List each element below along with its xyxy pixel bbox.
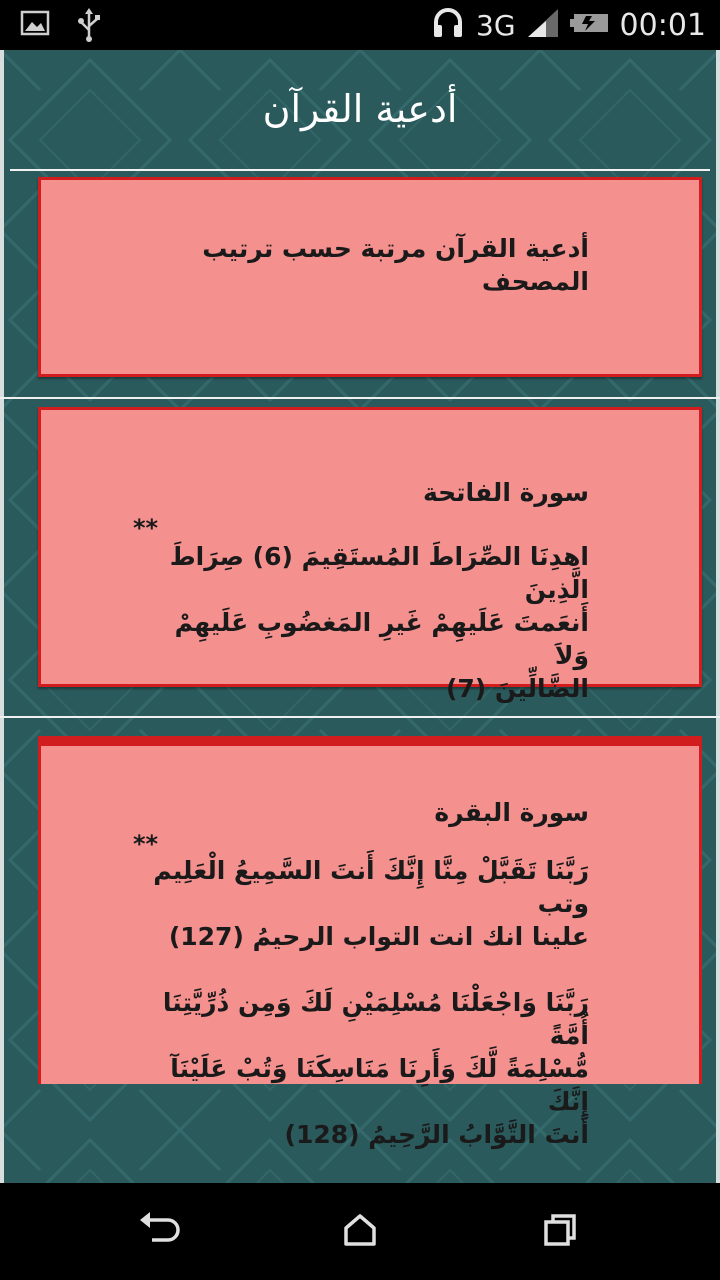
image-notification-icon: [20, 8, 50, 46]
list-divider: [0, 716, 720, 718]
surah-title: سورة البقرة: [434, 798, 589, 827]
surah-verses: اهدِنَا الصِّرَاطَ المُستَقِيمَ (6) صِرَاطَ الَّذِينَ أَنعَمتَ عَلَيهِمْ غَيرِ المَغضُوبِ عَلَيهِمْ وَلاَ الضَّالِّينَ (7): [169, 542, 589, 703]
right-frame: [716, 50, 720, 1183]
title-divider: [10, 169, 710, 171]
app-content: [0, 50, 720, 1183]
back-button[interactable]: [130, 1205, 190, 1255]
surah-title: سورة الفاتحة: [422, 478, 589, 507]
network-type: 3G: [476, 8, 516, 42]
surah-verses: رَبَّنَا تَقَبَّلْ مِنَّا إِنَّكَ أَنتَ السَّمِيعُ الْعَلِيم وتب علينا انك انت التواب الرحيمُ (127) رَبَّنَا وَاجْعَلْنَا مُسْلِمَيْنِ لَكَ وَمِن ذُرِّيَّتِنَا أُمَّةً مُّسْلِمَةً لَّكَ وَأَرِنَا مَنَاسِكَنَا وَتُبْ عَلَيْنَآ إِنَّكَ أَنتَ التَّوَّابُ الرَّحِيمُ (128): [153, 856, 589, 1149]
verse-marker: **: [133, 514, 159, 542]
clock: 00:01: [619, 7, 706, 43]
status-bar: [0, 0, 720, 50]
battery-icon: [570, 8, 610, 42]
home-button[interactable]: [330, 1205, 390, 1255]
page-title: أدعية القرآن: [262, 87, 458, 131]
verse-marker: **: [133, 830, 159, 858]
usb-icon: [76, 8, 102, 46]
left-frame: [0, 50, 4, 1183]
list-divider: [0, 397, 720, 399]
recents-button[interactable]: [530, 1205, 590, 1255]
back-icon: [138, 1212, 182, 1248]
intro-text: أدعية القرآن مرتبة حسب ترتيب المصحف: [202, 234, 589, 296]
navigation-bar: [0, 1183, 720, 1280]
surah-card-fatiha[interactable]: [38, 407, 702, 703]
surah-card-baqara[interactable]: [38, 736, 702, 1149]
headset-icon: [430, 5, 466, 45]
home-icon: [342, 1212, 378, 1248]
signal-icon: [526, 7, 560, 43]
recents-icon: [542, 1212, 578, 1248]
intro-card[interactable]: [38, 177, 702, 377]
